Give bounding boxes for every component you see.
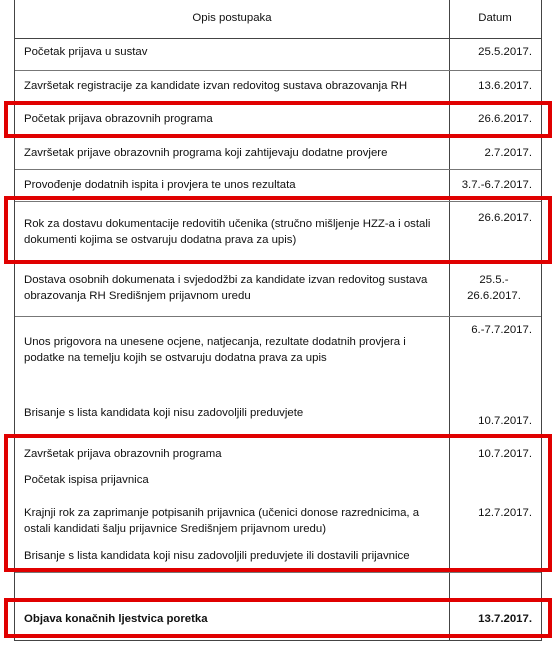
header-datum: Datum bbox=[478, 12, 512, 24]
row-8-desc-line1: Unos prigovora na unesene ocjene, natjecanja, rezultate dodatnih provjera i bbox=[24, 336, 406, 348]
row-6-desc-line1: Rok za dostavu dokumentacije redovitih učenika (stručno mišljenje HZZ-a i ostali bbox=[24, 218, 431, 230]
row-divider bbox=[15, 601, 541, 602]
row-5-desc: Provođenje dodatnih ispita i provjera te unos rezultata bbox=[24, 179, 296, 191]
row-3-desc: Početak prijava obrazovnih programa bbox=[24, 113, 213, 125]
row-divider bbox=[15, 436, 541, 437]
row-12-date: 13.7.2017. bbox=[478, 613, 532, 625]
row-11-date: 12.7.2017. bbox=[478, 507, 532, 519]
row-divider bbox=[15, 572, 541, 573]
row-1-date: 25.5.2017. bbox=[478, 46, 532, 58]
row-divider bbox=[15, 316, 541, 317]
row-8-desc-line2: podatke na temelju kojih se ostvaruju dodatna prava za upis bbox=[24, 352, 327, 364]
row-9-desc: Brisanje s lista kandidata koji nisu zadovoljili preduvjete bbox=[24, 407, 304, 419]
row-divider bbox=[15, 169, 541, 170]
row-2-desc: Završetak registracije za kandidate izvan redovitog sustava obrazovanja RH bbox=[24, 80, 408, 92]
row-11-desc-line2: ostali kandidati šalju prijavnice Središnjem prijavnom uredu) bbox=[24, 523, 326, 535]
row-8-date: 6.-7.7.2017. bbox=[471, 324, 532, 336]
row-divider bbox=[15, 201, 541, 202]
row-10-desc-b: Početak ispisa prijavnica bbox=[24, 474, 149, 486]
row-7-date-line2: 26.6.2017. bbox=[467, 290, 521, 302]
row-divider bbox=[15, 263, 541, 264]
row-6-desc-line2: dokumenti kojima se ostvaruju dodatna prava za upis) bbox=[24, 234, 297, 246]
row-11-desc-line3: Brisanje s lista kandidata koji nisu zadovoljili preduvjete ili dostavili prijavnice bbox=[24, 550, 410, 562]
row-divider bbox=[15, 103, 541, 104]
header-opis: Opis postupaka bbox=[192, 12, 272, 24]
row-7-desc-line1: Dostava osobnih dokumenata i svjedodžbi za kandidate izvan redovitog sustava bbox=[24, 274, 428, 286]
schedule-table bbox=[14, 0, 542, 641]
table-header bbox=[15, 0, 541, 39]
column-divider bbox=[449, 0, 450, 640]
row-4-desc: Završetak prijave obrazovnih programa koji zahtijevaju dodatne provjere bbox=[24, 147, 388, 159]
row-1-desc: Početak prijava u sustav bbox=[24, 46, 148, 58]
row-4-date: 2.7.2017. bbox=[484, 147, 532, 159]
row-10-date: 10.7.2017. bbox=[478, 448, 532, 460]
row-10-desc-a: Završetak prijava obrazovnih programa bbox=[24, 448, 222, 460]
row-9-date: 10.7.2017. bbox=[478, 415, 532, 427]
row-3-date: 26.6.2017. bbox=[478, 113, 532, 125]
row-7-desc-line2: obrazovanja RH Središnjem prijavnom uredu bbox=[24, 290, 251, 302]
row-11-desc-line1: Krajnji rok za zaprimanje potpisanih prijavnica (učenici donose razrednicima, a bbox=[24, 507, 420, 519]
row-12-desc: Objava konačnih ljestvica poretka bbox=[24, 613, 208, 625]
row-divider bbox=[15, 136, 541, 137]
row-divider bbox=[15, 70, 541, 71]
row-5-date: 3.7.-6.7.2017. bbox=[461, 179, 532, 191]
row-2-date: 13.6.2017. bbox=[478, 80, 532, 92]
row-7-date-line1: 25.5.- bbox=[479, 274, 509, 286]
row-6-date: 26.6.2017. bbox=[478, 212, 532, 224]
